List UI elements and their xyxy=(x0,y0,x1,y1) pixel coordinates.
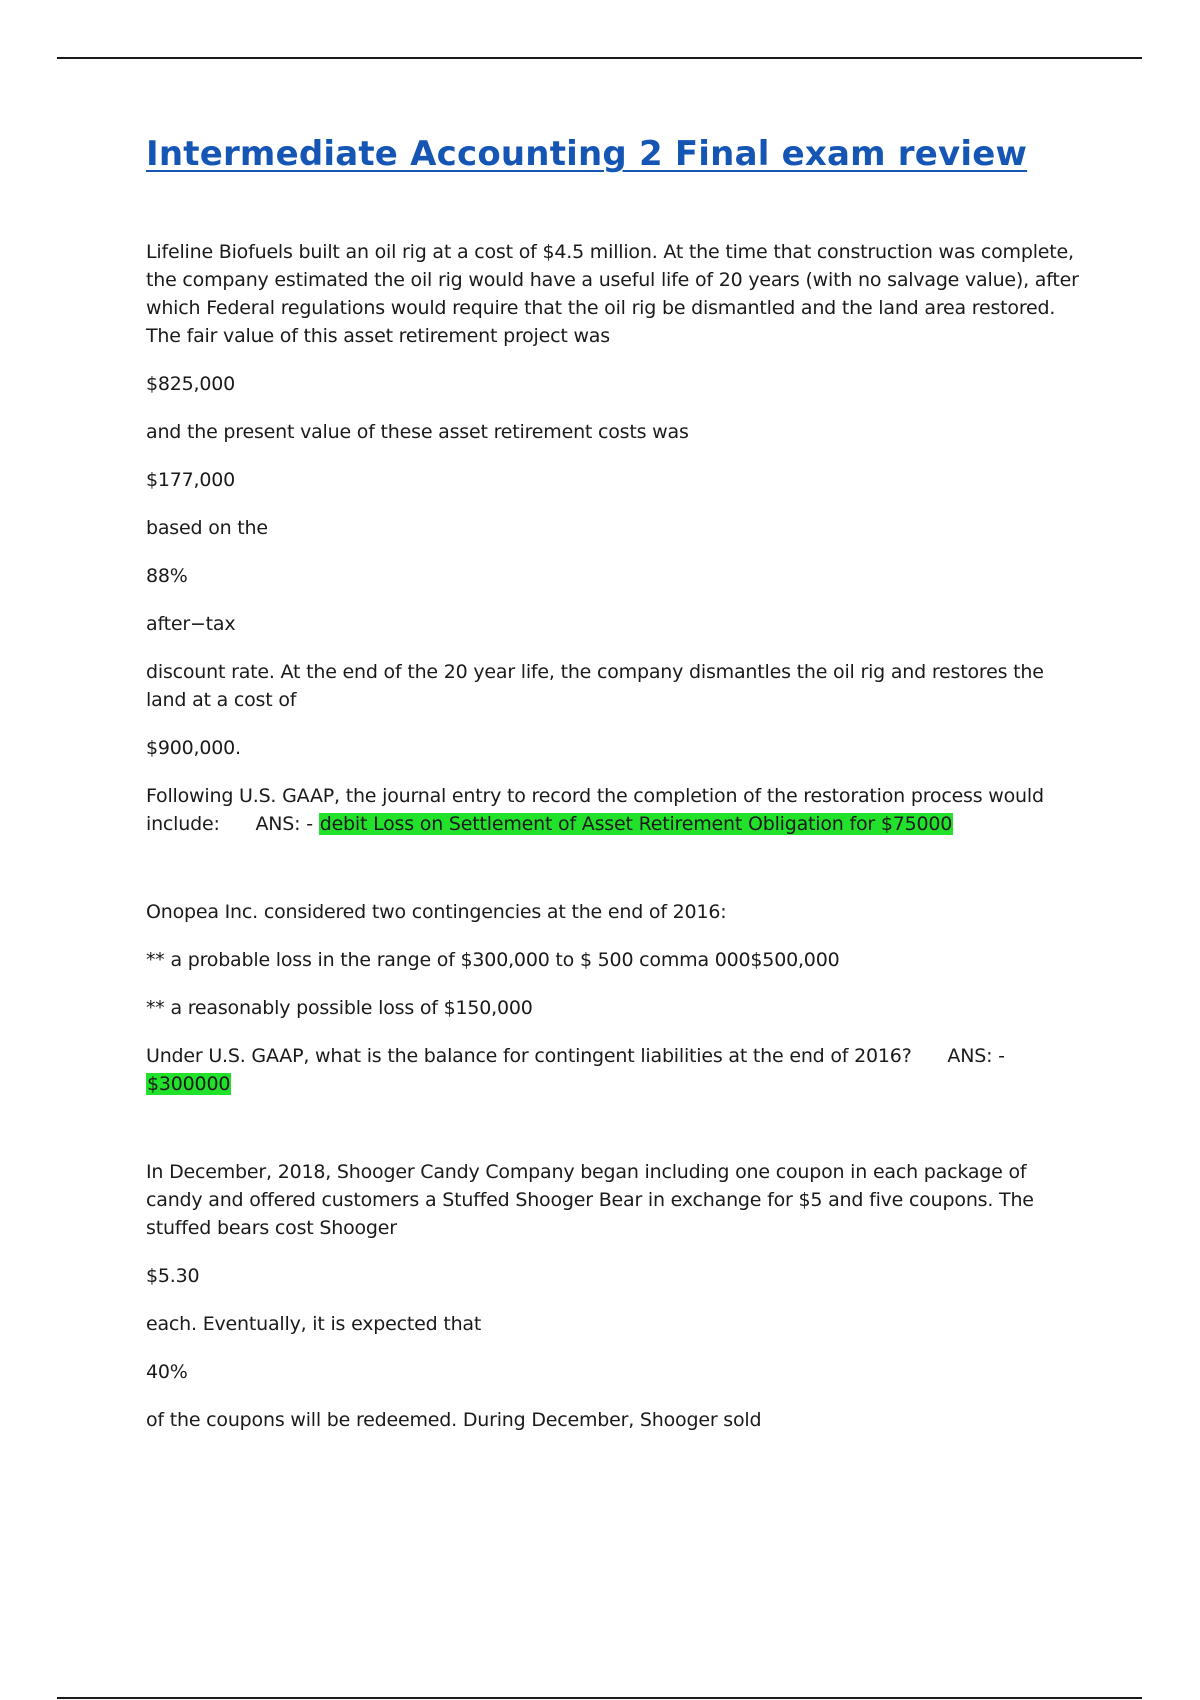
question-2-prompt-text: Under U.S. GAAP, what is the balance for contingent liabilities at the end of 2016? xyxy=(146,1045,912,1067)
question-1-prompt-text: Following U.S. GAAP, the journal entry to record the completion of the restoration process would include: xyxy=(146,785,1044,835)
question-2-item: ** a probable loss in the range of $300,000 to $ 500 comma 000$500,000 xyxy=(146,949,840,971)
question-3-value: $5.30 xyxy=(146,1265,200,1287)
question-1-prompt xyxy=(146,782,1086,838)
question-3-text: each. Eventually, it is expected that xyxy=(146,1313,482,1335)
question-1-text: Lifeline Biofuels built an oil rig at a cost of $4.5 million. At the time that construction was complete, the company estimated the oil rig would have a useful life of 20 years (with no salvage value), after which Federal regulations would require that the oil rig be dismantled and the land area restored. The fair value of this asset retirement project was xyxy=(146,241,1079,347)
question-3 xyxy=(146,1158,1086,1434)
answer-highlight: $300000 xyxy=(147,1073,231,1095)
document-title: Intermediate Accounting 2 Final exam review xyxy=(146,134,1028,174)
document-page xyxy=(146,130,1086,1494)
question-2-item: ** a reasonably possible loss of $150,000 xyxy=(146,997,533,1019)
question-1-text: discount rate. At the end of the 20 year life, the company dismantles the oil rig and restores the land at a cost of xyxy=(146,661,1044,711)
question-2 xyxy=(146,898,1086,1098)
answer-label: ANS: - xyxy=(255,813,313,835)
question-3-text: of the coupons will be redeemed. During December, Shooger sold xyxy=(146,1409,762,1431)
question-3-text: In December, 2018, Shooger Candy Company began including one coupon in each package of candy and offered customers a Stuffed Shooger Bear in exchange for $5 and five coupons. The stuffed bears cost Shooger xyxy=(146,1161,1034,1239)
question-1-text: and the present value of these asset retirement costs was xyxy=(146,421,689,443)
question-1-text: based on the xyxy=(146,517,268,539)
header-rule xyxy=(57,57,1142,59)
answer-label: ANS: - xyxy=(947,1045,1005,1067)
footer-rule xyxy=(57,1697,1142,1699)
question-1-text: after−tax xyxy=(146,613,236,635)
question-1 xyxy=(146,238,1086,838)
question-3-value: 40% xyxy=(146,1361,188,1383)
answer-highlight: debit Loss on Settlement of Asset Retirement Obligation for $75000 xyxy=(319,813,953,835)
question-1-value: $900,000. xyxy=(146,737,241,759)
question-2-text: Onopea Inc. considered two contingencies at the end of 2016: xyxy=(146,901,727,923)
question-1-value: $825,000 xyxy=(146,373,236,395)
question-2-prompt xyxy=(146,1042,1086,1098)
question-1-value: 88% xyxy=(146,565,188,587)
question-1-value: $177,000 xyxy=(146,469,236,491)
